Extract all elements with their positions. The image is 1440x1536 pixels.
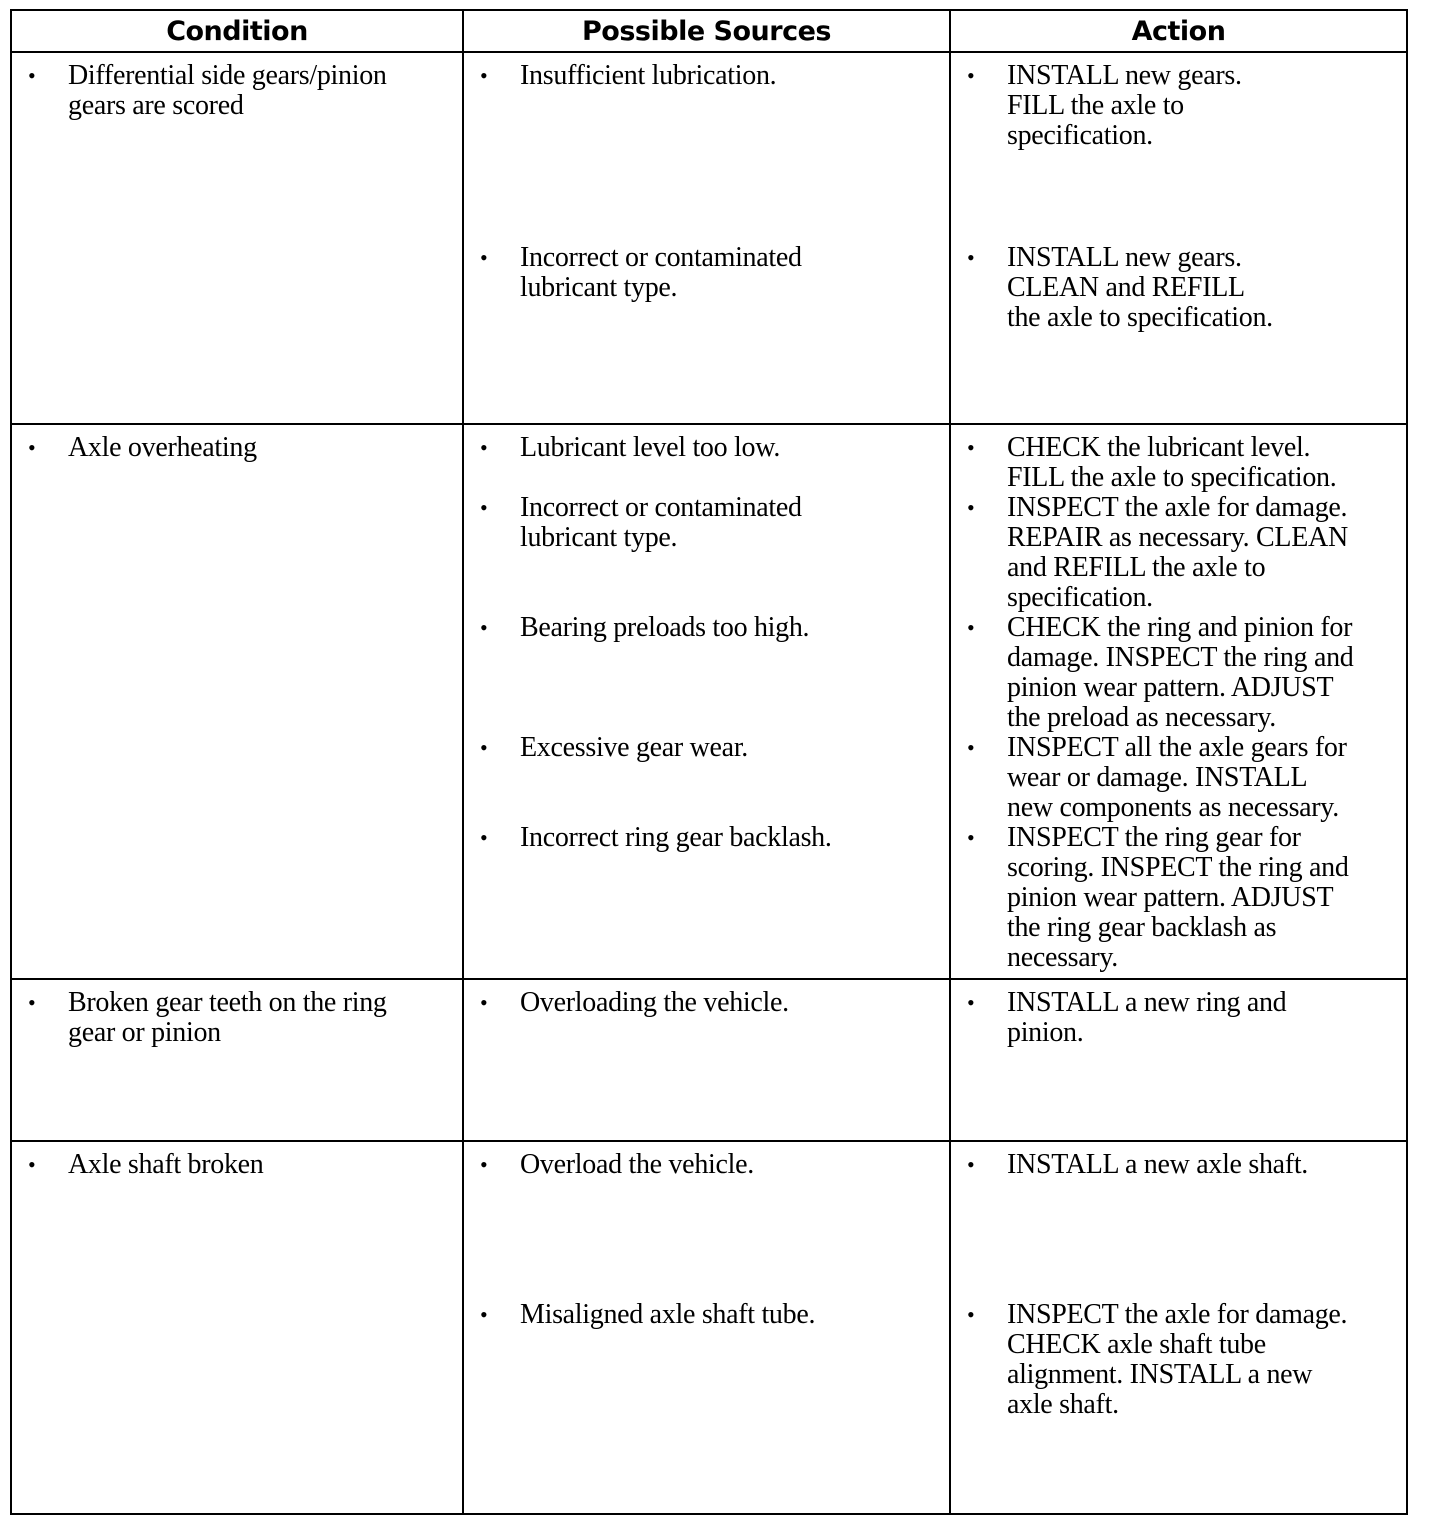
bullet-icon: • [480,825,488,850]
bullet-icon: • [480,245,488,270]
condition-text: Axle shaft broken [68,1149,264,1180]
source-text: Bearing preloads too high. [520,612,810,643]
sources-cell [463,52,950,424]
action-cell [950,979,1407,1141]
bullet-icon: • [967,435,975,460]
action-entry [951,1300,1406,1420]
source-entry [464,613,949,643]
action-entry [951,823,1406,973]
source-text: Incorrect ring gear backlash. [520,822,832,853]
bullet-icon: • [967,825,975,850]
sources-cell [463,979,950,1141]
header-action: Action [950,10,1407,52]
action-cell [950,52,1407,424]
condition-text: Broken gear teeth on the ring gear or pinion [68,987,387,1048]
action-cell [950,1141,1407,1514]
condition-cell [11,424,463,979]
sources-cell [463,1141,950,1514]
table-row [11,1141,1407,1514]
action-entry [951,61,1406,151]
header-row [11,10,1407,52]
table-row [11,52,1407,424]
source-text: Excessive gear wear. [520,732,748,763]
action-text: INSPECT the axle for damage. CHECK axle shaft tube alignment. INSTALL a new axle shaft. [1007,1299,1348,1420]
source-text: Lubricant level too low. [520,432,781,463]
bullet-icon: • [967,1152,975,1177]
action-cell [950,424,1407,979]
source-entry [464,243,949,303]
action-text: INSPECT the ring gear for scoring. INSPECT the ring and pinion wear pattern. ADJUST the ring gear backlash as necessary. [1007,822,1349,973]
source-entry [464,1150,949,1180]
source-entry [464,61,949,91]
condition-entry [12,1150,462,1180]
action-entry [951,433,1406,493]
header-condition: Condition [11,10,463,52]
bullet-icon: • [967,735,975,760]
bullet-icon: • [480,435,488,460]
action-text: CHECK the ring and pinion for damage. INSPECT the ring and pinion wear pattern. ADJUST the preload as necessary. [1007,612,1354,733]
condition-text: Differential side gears/pinion gears are scored [68,60,387,121]
source-text: Overload the vehicle. [520,1149,754,1180]
source-entry [464,733,949,763]
action-text: INSTALL a new axle shaft. [1007,1149,1309,1180]
condition-cell [11,52,463,424]
action-text: INSTALL new gears. FILL the axle to specification. [1007,60,1242,151]
source-text: Overloading the vehicle. [520,987,789,1018]
source-entry [464,988,949,1018]
source-entry [464,433,949,463]
condition-cell [11,979,463,1141]
troubleshooting-table [10,9,1408,1515]
bullet-icon: • [967,615,975,640]
bullet-icon: • [967,1302,975,1327]
source-entry [464,1300,949,1330]
bullet-icon: • [967,63,975,88]
bullet-icon: • [480,1152,488,1177]
bullet-icon: • [967,495,975,520]
bullet-icon: • [480,735,488,760]
condition-entry [12,61,462,121]
action-entry [951,613,1406,733]
action-entry [951,1150,1406,1180]
source-text: Incorrect or contaminated lubricant type. [520,492,802,553]
bullet-icon: • [480,615,488,640]
action-text: INSPECT the axle for damage. REPAIR as necessary. CLEAN and REFILL the axle to specification. [1007,492,1348,613]
bullet-icon: • [480,1302,488,1327]
action-text: INSTALL a new ring and pinion. [1007,987,1287,1048]
bullet-icon: • [28,435,36,460]
bullet-icon: • [480,63,488,88]
action-text: INSTALL new gears. CLEAN and REFILL the axle to specification. [1007,242,1273,333]
sources-cell [463,424,950,979]
bullet-icon: • [28,990,36,1015]
condition-cell [11,1141,463,1514]
condition-text: Axle overheating [68,432,257,463]
bullet-icon: • [967,245,975,270]
action-entry [951,988,1406,1048]
source-entry [464,823,949,853]
source-text: Incorrect or contaminated lubricant type. [520,242,802,303]
table-row [11,424,1407,979]
header-possible-sources: Possible Sources [463,10,950,52]
table-row [11,979,1407,1141]
action-entry [951,733,1406,823]
action-text: INSPECT all the axle gears for wear or damage. INSTALL new components as necessary. [1007,732,1347,823]
condition-entry [12,988,462,1048]
action-text: CHECK the lubricant level. FILL the axle to specification. [1007,432,1337,493]
action-entry [951,243,1406,333]
condition-entry [12,433,462,463]
bullet-icon: • [28,63,36,88]
bullet-icon: • [967,990,975,1015]
action-entry [951,493,1406,613]
source-text: Insufficient lubrication. [520,60,777,91]
bullet-icon: • [480,495,488,520]
bullet-icon: • [28,1152,36,1177]
source-entry [464,493,949,553]
bullet-icon: • [480,990,488,1015]
source-text: Misaligned axle shaft tube. [520,1299,816,1330]
